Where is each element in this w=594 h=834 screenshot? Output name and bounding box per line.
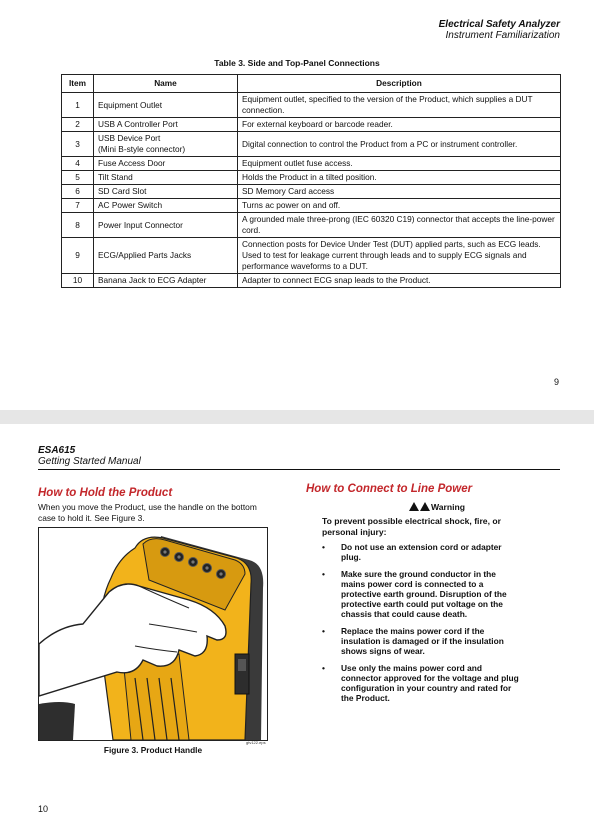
warning-item	[322, 663, 522, 703]
product-handle-illustration	[39, 528, 267, 740]
bullet-icon: •	[322, 542, 325, 552]
warning-heading	[322, 502, 552, 512]
description-cell: Equipment outlet, specified to the version of the Product, which supplies a DUT connection.	[238, 93, 561, 118]
table-row	[62, 157, 561, 171]
description-cell: Equipment outlet fuse access.	[238, 157, 561, 171]
name-line: Equipment Outlet	[98, 99, 163, 110]
name-line: USB A Controller Port	[98, 119, 178, 129]
connections-table	[61, 74, 561, 288]
table-row	[62, 171, 561, 185]
running-header	[439, 19, 560, 41]
item-cell: 8	[62, 213, 94, 238]
header-subtitle: Instrument Familiarization	[445, 30, 560, 41]
column-header-description: Description	[238, 75, 561, 93]
page-number: 10	[38, 804, 49, 814]
item-cell: 4	[62, 157, 94, 171]
name-line: (Mini B-style connector)	[98, 144, 186, 154]
description-cell: Holds the Product in a tilted position.	[238, 171, 561, 185]
name-cell	[94, 274, 238, 288]
item-cell: 3	[62, 132, 94, 157]
description-cell: Digital connection to control the Product from a PC or instrument controller.	[238, 132, 561, 157]
description-cell: For external keyboard or barcode reader.	[238, 118, 561, 132]
bullet-icon: •	[322, 626, 325, 636]
warning-item-text: Do not use an extension cord or adapter plug.	[341, 542, 502, 562]
warning-list	[322, 542, 522, 710]
name-cell	[94, 199, 238, 213]
manual-page-9	[0, 0, 594, 410]
name-cell	[94, 93, 238, 118]
name-line: ECG/Applied Parts Jacks	[98, 250, 192, 260]
table-title: Table 3. Side and Top-Panel Connections	[214, 58, 380, 68]
name-cell	[94, 185, 238, 199]
line-power-section-title: How to Connect to Line Power	[306, 483, 473, 495]
table-row	[62, 238, 561, 274]
table-row	[62, 118, 561, 132]
warning-item-text: Make sure the ground conductor in the mains power cord is connected to a protective earth ground. Disruption of the protective earth could put voltage on the chassis that could cause death.	[341, 569, 507, 619]
warning-label: Warning	[430, 502, 466, 512]
name-line: Banana Jack to ECG Adapter	[98, 275, 207, 285]
description-cell: Adapter to connect ECG snap leads to the Product.	[238, 274, 561, 288]
table-row	[62, 185, 561, 199]
table-header-row	[62, 75, 561, 93]
warning-triangle-icon	[420, 502, 430, 511]
name-line: AC Power Switch	[98, 200, 163, 210]
name-cell	[94, 171, 238, 185]
item-cell: 2	[62, 118, 94, 132]
name-cell	[94, 118, 238, 132]
column-header-name: Name	[94, 75, 238, 93]
hold-section-title: How to Hold the Product	[38, 487, 173, 499]
column-header-item: Item	[62, 75, 94, 93]
page-number: 9	[553, 377, 559, 387]
manual-page-10	[0, 424, 594, 834]
name-line: USB Device Port	[98, 133, 161, 143]
name-cell	[94, 157, 238, 171]
header-title: ESA615	[38, 445, 76, 456]
bullet-icon: •	[322, 569, 325, 579]
table-row	[62, 132, 561, 157]
warning-triangle-icon	[409, 502, 419, 511]
item-cell: 7	[62, 199, 94, 213]
item-cell: 5	[62, 171, 94, 185]
description-cell: A grounded male three-prong (IEC 60320 C19) connector that accepts the line-power cord.	[238, 213, 561, 238]
name-line: Power Input Connector	[98, 219, 183, 230]
table-row	[62, 213, 561, 238]
name-cell	[94, 213, 238, 238]
table-row	[62, 199, 561, 213]
warning-item	[322, 542, 522, 562]
warning-intro: To prevent possible electrical shock, fire, or personal injury:	[322, 516, 501, 537]
item-cell: 9	[62, 238, 94, 274]
table-row	[62, 274, 561, 288]
warning-item-text: Replace the mains power cord if the insulation is damaged or if the insulation shows signs of wear.	[341, 626, 504, 656]
name-line: Fuse Access Door	[98, 158, 166, 168]
name-cell	[94, 238, 238, 274]
running-header	[38, 445, 141, 467]
item-cell: 1	[62, 93, 94, 118]
figure-caption: Figure 3. Product Handle	[103, 745, 203, 755]
hold-instructions: When you move the Product, use the handle on the bottom case to hold it. See Figure 3.	[38, 502, 257, 523]
name-line: Tilt Stand	[98, 172, 133, 182]
item-cell: 10	[62, 274, 94, 288]
item-cell: 6	[62, 185, 94, 199]
description-cell: Turns ac power on and off.	[238, 199, 561, 213]
header-rule	[38, 469, 560, 470]
product-handle-figure	[38, 527, 268, 741]
bullet-icon: •	[322, 663, 325, 673]
header-title: Electrical Safety Analyzer	[438, 19, 560, 30]
table-row	[62, 93, 561, 118]
description-cell: SD Memory Card access	[238, 185, 561, 199]
name-line: SD Card Slot	[98, 186, 147, 196]
name-cell	[94, 132, 238, 157]
figure-file-code: gtv122.eps	[246, 740, 266, 745]
warning-item	[322, 569, 522, 619]
warning-item	[322, 626, 522, 656]
warning-item-text: Use only the mains power cord and connector approved for the voltage and plug configuration in your country and rated for the Product.	[341, 663, 519, 703]
header-subtitle: Getting Started Manual	[38, 456, 141, 467]
description-cell: Connection posts for Device Under Test (DUT) applied parts, such as ECG leads. Used to test for leakage current through leads and to supply ECG signals and performance waveforms to a DUT.	[238, 238, 561, 274]
